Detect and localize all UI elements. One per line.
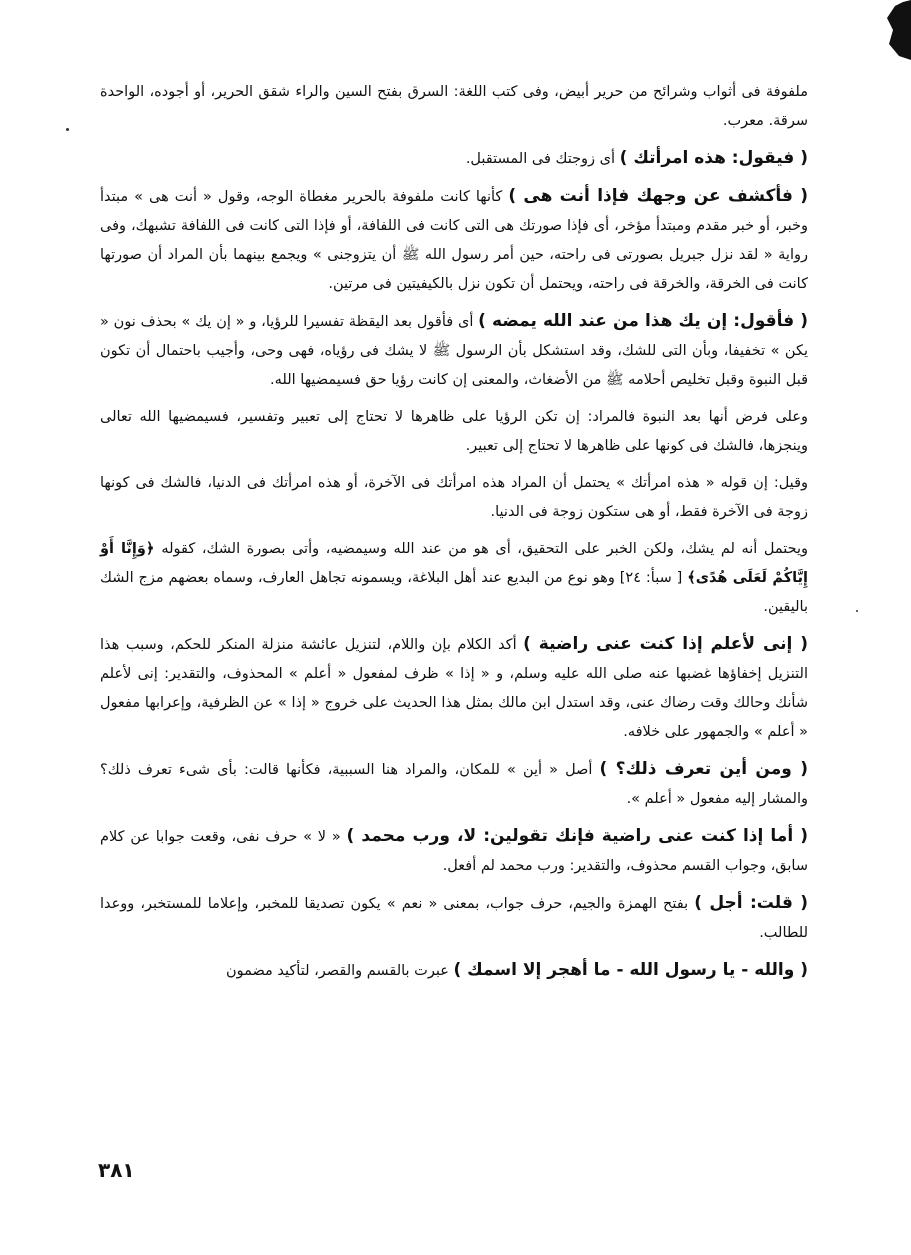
- scan-speck: [856, 610, 858, 612]
- body-text: وعلى فرض أنها بعد النبوة فالمراد: إن تكن الرؤيا على ظاهرها لا تحتاج إلى تعبير وتفسير، فسيمضيها الله تعالى وينجزها، فالشك فى كونها على ظاهرها لا تحتاج إلى تعبير.: [100, 409, 808, 454]
- document-body: [100, 78, 808, 994]
- paragraph-11: [100, 889, 808, 948]
- hadith-phrase: ( ومن أين تعرف ذلك؟ ): [599, 759, 808, 779]
- paragraph-2: [100, 144, 808, 174]
- scan-corner-mark: [885, 0, 911, 60]
- body-text: ملفوفة فى أثواب وشرائح من حرير أبيض، وفى كتب اللغة: السرق بفتح السين والراء شقق الحرير، أو أجوده، الواحدة سرقة. معرب.: [100, 84, 808, 129]
- paragraph-8: [100, 630, 808, 747]
- body-text: أى زوجتك فى المستقبل.: [465, 151, 620, 167]
- hadith-phrase: ( قلت: أجل ): [694, 893, 808, 913]
- paragraph-9: [100, 755, 808, 814]
- hadith-phrase: ( فيقول: هذه امرأتك ): [619, 148, 808, 168]
- body-text: [ سبأ: ٢٤] وهو نوع من البديع عند أهل البلاغة، ويسمونه تجاهل العارف، وسماه بعضهم مزج الشك باليقين.: [100, 570, 808, 615]
- paragraph-6: [100, 469, 808, 527]
- hadith-phrase: ( والله - يا رسول الله - ما أهجر إلا اسمك ): [453, 960, 808, 980]
- hadith-phrase: ( فأقول: إن يك هذا من عند الله يمضه ): [478, 311, 808, 331]
- body-text: ويحتمل أنه لم يشك، ولكن الخبر على التحقيق، أى هو من عند الله وسيمضيه، وأتى بصورة الشك، كقوله: [161, 541, 809, 557]
- scan-speck: [66, 128, 69, 131]
- hadith-phrase: ( فأكشف عن وجهك فإذا أنت هى ): [508, 186, 808, 206]
- hadith-phrase: ( إنى لأعلم إذا كنت عنى راضية ): [523, 634, 808, 654]
- paragraph-5: [100, 403, 808, 461]
- paragraph-1: [100, 78, 808, 136]
- body-text: أصل « أين » للمكان، والمراد هنا السببية، فكأنها قالت: بأى شىء تعرف ذلك؟ والمشار إليه مفعول « أعلم ».: [100, 762, 808, 807]
- quran-verse: ﴿وَإِنَّا أَوْ إِيَّاكُمْ لَعَلَى هُدًى﴾: [100, 541, 808, 586]
- hadith-phrase: ( أما إذا كنت عنى راضية فإنك تقولين: لا، ورب محمد ): [346, 826, 809, 846]
- paragraph-7: [100, 535, 808, 622]
- paragraph-12: [100, 956, 808, 986]
- body-text: بفتح الهمزة والجيم، حرف جواب، بمعنى « نعم » يكون تصديقا للمخبر، وإعلاما للمستخبر، ووعدا للطالب.: [100, 896, 808, 941]
- paragraph-10: [100, 822, 808, 881]
- body-text: كأنها كانت ملفوفة بالحرير مغطاة الوجه، وقول « أنت هى » مبتدأ وخبر، أو خبر مقدم ومبتدأ مؤخر، أى فإذا صورتك هى التى كانت فى اللفافة، أو فإذا التى كانت فى اللفافة تشبهك، وفى رواية « لقد نزل جبريل بصورتى فى راحته، حين أمر رسول الله ﷺ أن يتزوجنى » ويجمع بينهما بأن المراد أن صورتها كانت فى الخرقة، والخرقة فى راحته، ويحتمل أن تكون نزل بالكيفيتين فى مرتين.: [100, 189, 808, 292]
- paragraph-4: [100, 307, 808, 395]
- body-text: « لا » حرف نفى، وقعت جوابا عن كلام سابق، وجواب القسم محذوف، والتقدير: ورب محمد لم أفعل.: [100, 829, 808, 874]
- body-text: أكد الكلام بإن واللام، لتنزيل عائشة منزلة المنكر للحكم، وسبب هذا التنزيل إخفاؤها غضبها عنه صلى الله عليه وسلم، و « إذا » ظرف لمفعول « أعلم » المحذوف، والتقدير: إنى لأعلم شأنك وحالك وقت رضاك عنى، وقد استدل ابن مالك بمثل هذا الحديث على خروج « إذا » عن الظرفية، وإعرابها مفعول « أعلم » والجمهور على خلافه.: [100, 637, 808, 740]
- page-number: ٣٨١: [98, 1158, 135, 1182]
- paragraph-3: [100, 182, 808, 299]
- body-text: وقيل: إن قوله « هذه امرأتك » يحتمل أن المراد هذه امرأتك فى الآخرة، أو هذه امرأتك فى الدنيا، فالشك فى كونها زوجة فى الآخرة فقط، أو هى ستكون زوجة فى الدنيا.: [100, 475, 808, 520]
- body-text: أى فأقول بعد اليقظة تفسيرا للرؤيا، و « إن يك » بحذف نون « يكن » تخفيفا، وبأن التى للشك، وقد استشكل بأن الرسول ﷺ لا يشك فى رؤياه، فهى وحى، وأجيب باحتمال أن تكون قبل النبوة وقبل تخليص أحلامه ﷺ من الأضغاث، والمعنى إن كانت رؤيا حق فسيمضيها الله.: [100, 314, 808, 388]
- body-text: عبرت بالقسم والقصر، لتأكيد مضمون: [225, 963, 454, 979]
